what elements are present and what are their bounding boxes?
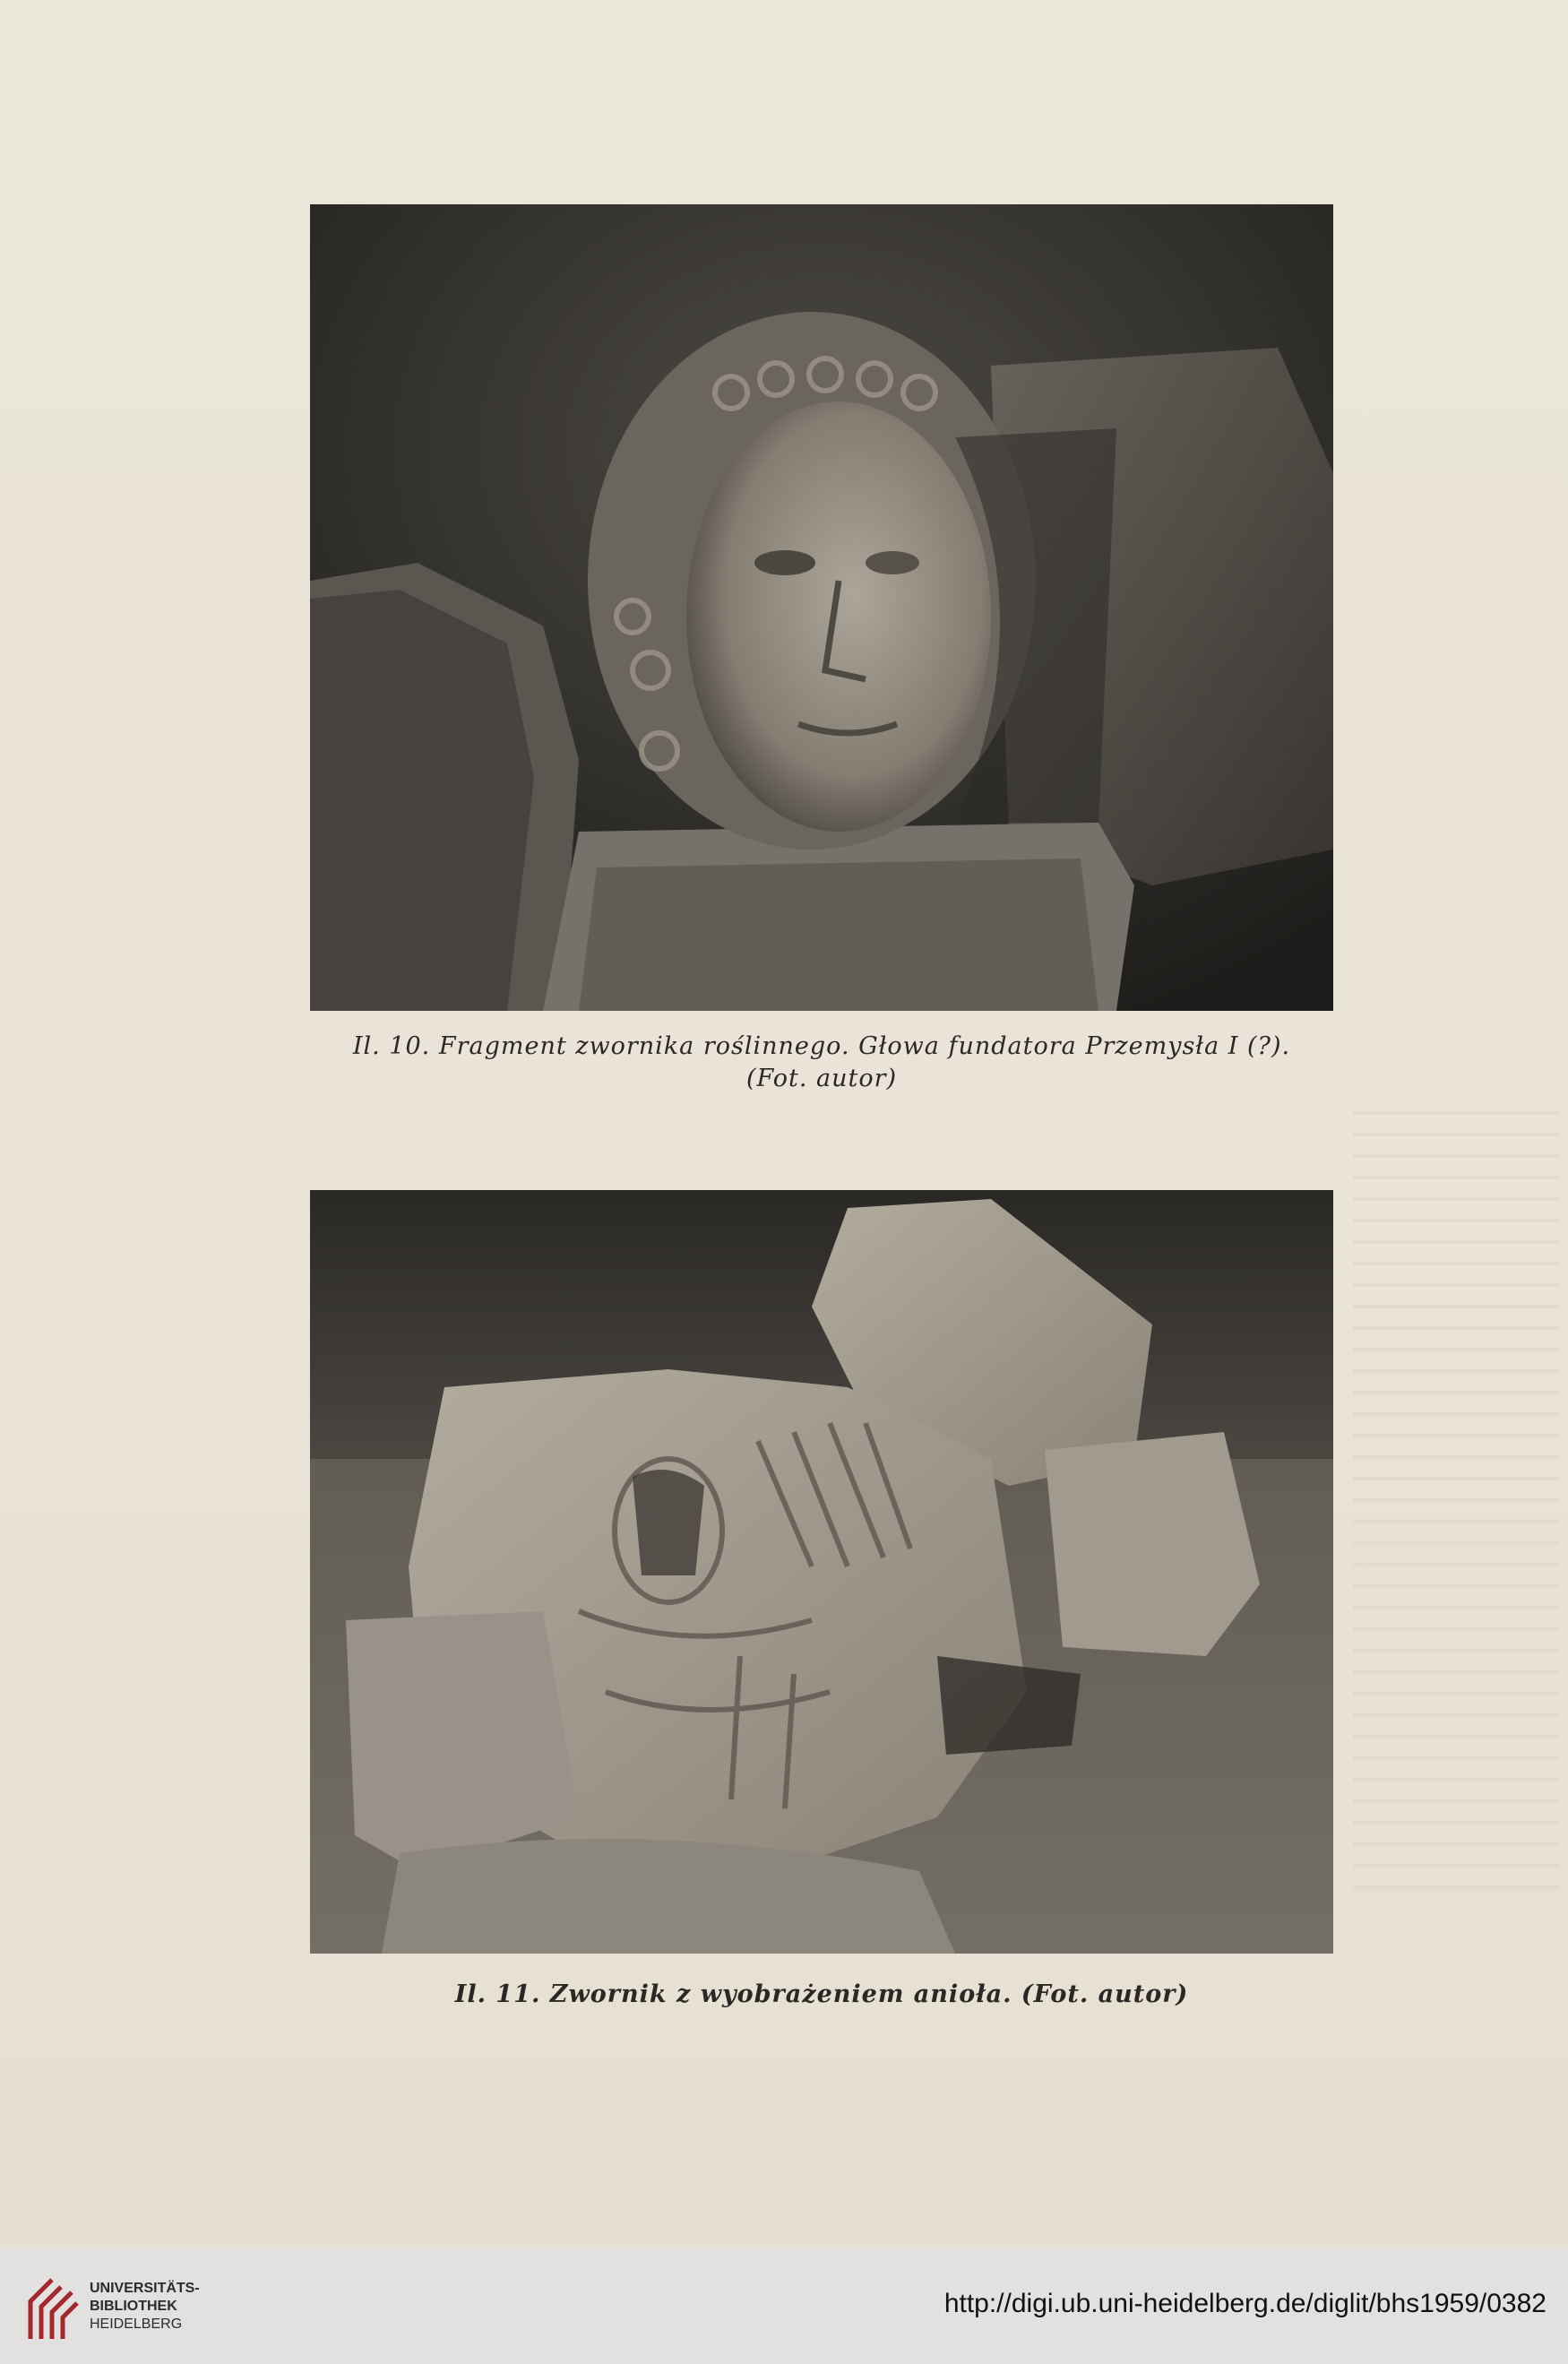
figure-11-caption [310,1979,1333,2011]
library-name-line1: UNIVERSITÄTS- [90,2281,200,2296]
figure-10-caption-line1: Il. 10. Fragment zwornika roślinnego. Głowa fundatora Przemysła I (?). [352,1032,1291,1060]
figure-11-caption-line1: Il. 11. Zwornik z wyobrażeniem anioła. (Fot. autor) [454,1980,1189,2008]
show-through-text [573,115,950,134]
permalink-url[interactable]: http://digi.ub.uni-heidelberg.de/diglit/bhs1959/0382 [943,2289,1546,2318]
figure-10-caption [310,1031,1333,1095]
heidelberg-library-logo-icon [25,2276,81,2341]
library-name-line2: BIBLIOTHEK [90,2299,177,2314]
library-name-line3: HEIDELBERG [90,2317,183,2332]
library-name [90,2280,200,2334]
photo-angel-keystone [310,1190,1333,1954]
figure-10-caption-line2: (Fot. autor) [745,1065,898,1092]
photo-head-keystone [310,204,1333,1011]
show-through-lines [1353,1093,1559,1900]
library-footer [0,2249,1568,2364]
